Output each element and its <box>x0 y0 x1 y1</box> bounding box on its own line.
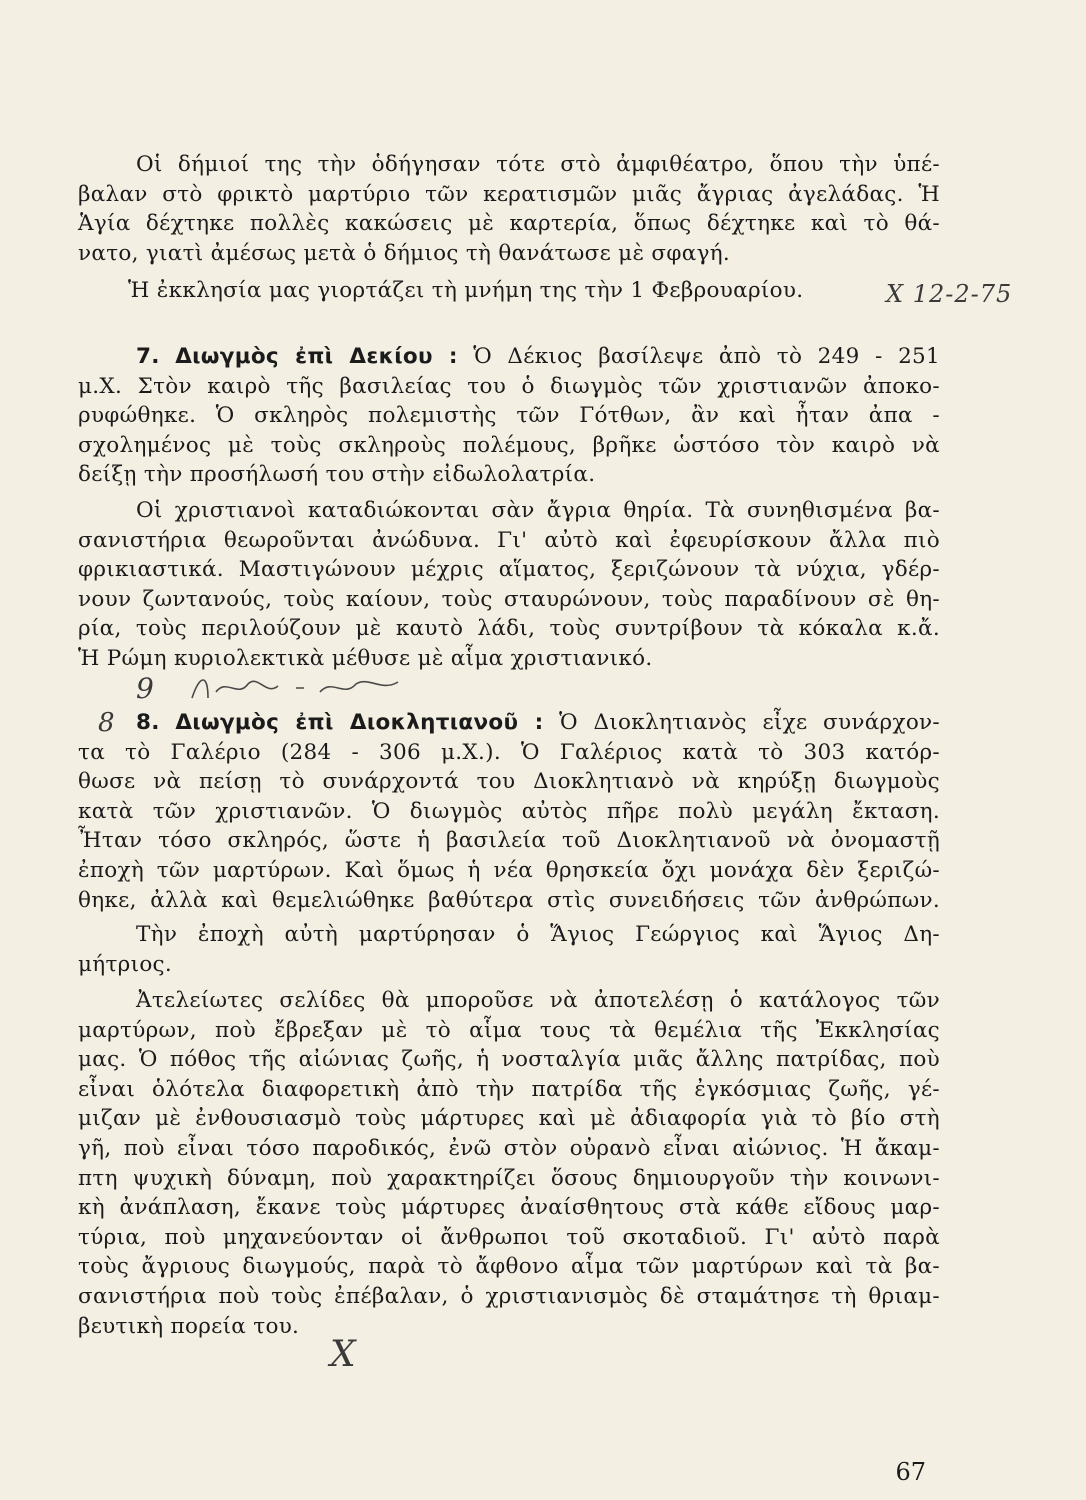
text-line: μας. Ὁ πόθος τῆς αἰώνιας ζωῆς, ἡ νοσταλγία μιᾶς ἄλλης πατρίδας, ποὺ <box>78 1047 940 1073</box>
text-line: εἶναι ὁλότελα διαφορετικὴ ἀπὸ τὴν πατρίδα τῆς ἐγκόσμιας ζωῆς, γέ- <box>78 1076 940 1102</box>
text-line: θηκε, ἀλλὰ καὶ θεμελιώθηκε βαθύτερα στὶς συνειδήσεις τῶν ἀνθρώπων. <box>78 887 940 913</box>
text-line: ρυφώθηκε. Ὁ σκληρὸς πολεμιστὴς τῶν Γότθων, ἂν καὶ ἦταν ἀπα - <box>78 403 940 429</box>
text-line: σχολημένος μὲ τοὺς σκληροὺς πολέμους, βρῆκε ὡστόσο τὸν καιρὸ νὰ <box>78 432 940 458</box>
text-line: Οἱ δήμιοί της τὴν ὁδήγησαν τότε στὸ ἀμφιθέατρο, ὅπου τὴν ὑπέ- <box>136 152 940 177</box>
text-line: Τὴν ἐποχὴ αὐτὴ μαρτύρησαν ὁ Ἅγιος Γεώργιος καὶ Ἅγιος Δη- <box>136 922 940 947</box>
paragraph-1 <box>78 150 940 268</box>
text-line: Ἡ Ρώμη κυριολεκτικὰ μέθυσε μὲ αἷμα χριστιανικό. <box>78 645 653 671</box>
section-7 <box>78 342 940 490</box>
handwritten-date-note: X 12-2-75 <box>886 280 1013 308</box>
paragraph-3 <box>78 496 940 674</box>
paragraph-4 <box>78 920 940 979</box>
text-run: Ὁ Δέκιος βασίλεψε ἀπὸ τὸ 249 - 251 <box>457 344 941 369</box>
text-line: φρικιαστικά. Μαστιγώνουν μέχρις αἵματος, ξεριζώνουν τὰ νύχια, γδέρ- <box>78 557 940 583</box>
text-line: μ.Χ. Στὸν καιρὸ τῆς βασιλείας του ὁ διωγμὸς τῶν χριστιανῶν ἀποκο- <box>78 373 940 399</box>
text-line: Ἡ ἐκκλησία μας γιορτάζει τὴ μνήμη της τὴν 1 Φεβρουαρίου. <box>128 278 804 303</box>
text-line: τα τὸ Γαλέριο (284 - 306 μ.Χ.). Ὁ Γαλέριος κατὰ τὸ 303 κατόρ- <box>78 739 940 765</box>
handwritten-number-9: 9 <box>136 672 155 705</box>
page-number: 67 <box>895 1458 926 1486</box>
section-8 <box>78 708 940 915</box>
section-heading: Διωγμὸς ἐπὶ Δεκίου : <box>175 344 458 369</box>
text-line: θωσε νὰ πείσῃ τὸ συνάρχοντά του Διοκλητιανὸ νὰ κηρύξῃ διωγμοὺς <box>78 769 940 795</box>
text-line: Οἱ χριστιανοὶ καταδιώκονται σὰν ἄγρια θηρία. Τὰ συνηθισμένα βα- <box>136 498 940 523</box>
handwritten-scribble <box>186 668 406 708</box>
text-line: Ἀτελείωτες σελίδες θὰ μποροῦσε νὰ ἀποτελέσῃ ὁ κατάλογος τῶν <box>136 988 940 1013</box>
text-line: γῆ, ποὺ εἶναι τόσο παροδικός, ἐνῶ στὸν οὐρανὸ εἶναι αἰώνιος. Ἡ ἄκαμ- <box>78 1135 940 1161</box>
handwritten-bracket-number-8: 8 <box>98 708 116 738</box>
text-line: τύρια, ποὺ μηχανεύονταν οἱ ἄνθρωποι τοῦ σκοταδιοῦ. Γι' αὐτὸ παρὰ <box>78 1224 940 1250</box>
text-line: κατὰ τῶν χριστιανῶν. Ὁ διωγμὸς αὐτὸς πῆρε πολὺ μεγάλη ἔκταση. <box>78 798 940 824</box>
text-line: Ἦταν τόσο σκληρός, ὥστε ἡ βασιλεία τοῦ Διοκλητιανοῦ νὰ ὀνομαστῇ <box>78 828 940 854</box>
text-line: δείξῃ τὴν προσήλωσή του στὴν εἰδωλολατρία. <box>78 462 596 488</box>
paragraph-2 <box>78 276 940 306</box>
text-line: νουν ζωντανούς, τοὺς καίουν, τοὺς σταυρώνουν, τοὺς παραδίνουν σὲ θη- <box>78 586 940 612</box>
text-line: βευτικὴ πορεία του. <box>78 1313 300 1339</box>
text-line: τοὺς ἄγριους διωγμούς, παρὰ τὸ ἄφθονο αἷμα τῶν μαρτύρων καὶ τὰ βα- <box>78 1254 940 1280</box>
text-line: βαλαν στὸ φρικτὸ μαρτύριο τῶν κερατισμῶν μιᾶς ἄγριας ἀγελάδας. Ἡ <box>78 181 940 207</box>
text-line: σανιστήρια ποὺ τοὺς ἐπέβαλαν, ὁ χριστιανισμὸς δὲ σταμάτησε τὴ θριαμ- <box>78 1283 940 1309</box>
text-line: ἐποχὴ τῶν μαρτύρων. Καὶ ὅμως ἡ νέα θρησκεία ὄχι μονάχα δὲν ξεριζώ- <box>78 857 940 883</box>
text-line: σανιστήρια θεωροῦνται ἀνώδυνα. Γι' αὐτὸ καὶ ἐφευρίσκουν ἄλλα πιὸ <box>78 527 940 553</box>
text-line: πτη ψυχικὴ δύναμη, ποὺ χαρακτηρίζει ὅσους δημιουργοῦν τὴν κοινωνι- <box>78 1165 940 1191</box>
section-heading: Διωγμὸς ἐπὶ Διοκλητιανοῦ : <box>175 710 544 735</box>
text-line: Ἁγία δέχτηκε πολλὲς κακώσεις μὲ καρτερία, ὅπως δέχτηκε καὶ τὸ θά- <box>78 211 940 237</box>
section-8-first-line <box>78 708 940 738</box>
paragraph-5 <box>78 986 940 1341</box>
section-7-first-line <box>78 342 940 372</box>
text-line: μαρτύρων, ποὺ ἔβρεξαν μὲ τὸ αἷμα τους τὰ θεμέλια τῆς Ἐκκλησίας <box>78 1017 940 1043</box>
section-number: 7. <box>136 344 160 369</box>
section-number: 8. <box>136 710 160 735</box>
text-line: μήτριος. <box>78 951 173 977</box>
text-line: μιζαν μὲ ἐνθουσιασμὸ τοὺς μάρτυρες καὶ μὲ ἀδιαφορία γιὰ τὸ βίο στὴ <box>78 1106 940 1132</box>
text-line: νατο, γιατὶ ἀμέσως μετὰ ὁ δήμιος τὴ θανάτωσε μὲ σφαγή. <box>78 240 731 266</box>
text-run: Ὁ Διοκλητιανὸς εἶχε συνάρχον- <box>543 710 940 735</box>
text-line: ρία, τοὺς περιλούζουν μὲ καυτὸ λάδι, τοὺς συντρίβουν τὰ κόκαλα κ.ἄ. <box>78 616 940 642</box>
handwritten-end-mark: X <box>330 1334 357 1375</box>
text-line: κὴ ἀνάπλαση, ἔκανε τοὺς μάρτυρες ἀναίσθητους στὰ κάθε εἴδους μαρ- <box>78 1195 940 1221</box>
